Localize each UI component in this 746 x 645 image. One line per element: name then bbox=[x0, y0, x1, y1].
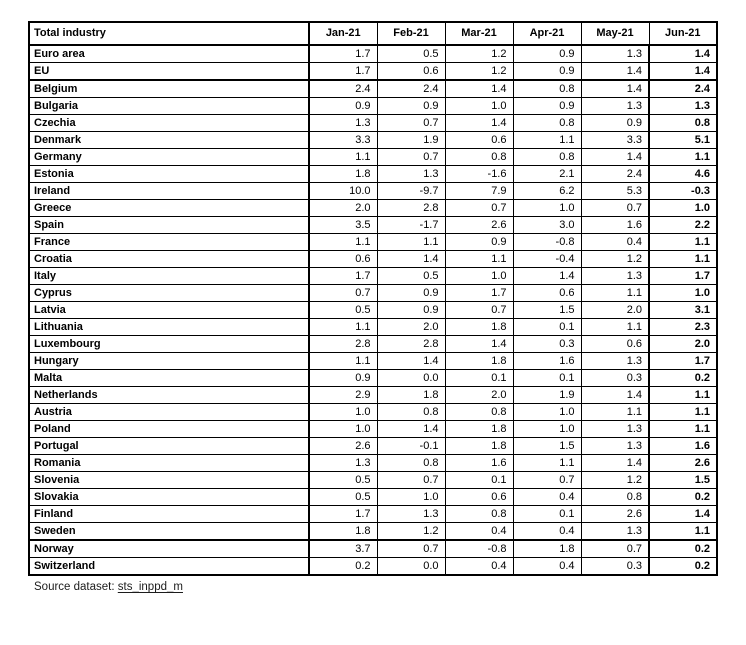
value-cell: 1.6 bbox=[513, 353, 581, 370]
value-cell: 2.0 bbox=[649, 336, 717, 353]
value-cell: 0.6 bbox=[445, 132, 513, 149]
value-cell: 1.8 bbox=[445, 438, 513, 455]
value-cell: 1.4 bbox=[581, 80, 649, 98]
row-country-label: EU bbox=[29, 63, 309, 81]
value-cell: 0.3 bbox=[581, 370, 649, 387]
value-cell: -1.6 bbox=[445, 166, 513, 183]
table-row bbox=[29, 455, 717, 472]
value-cell: 1.6 bbox=[581, 217, 649, 234]
value-cell: 1.7 bbox=[649, 353, 717, 370]
row-country-label: Norway bbox=[29, 540, 309, 558]
value-cell: 0.4 bbox=[513, 523, 581, 541]
value-cell: 1.1 bbox=[649, 387, 717, 404]
value-cell: 0.5 bbox=[309, 472, 377, 489]
value-cell: 1.1 bbox=[649, 404, 717, 421]
value-cell: 0.9 bbox=[513, 45, 581, 63]
value-cell: -0.1 bbox=[377, 438, 445, 455]
value-cell: 0.7 bbox=[445, 302, 513, 319]
value-cell: 5.1 bbox=[649, 132, 717, 149]
value-cell: 2.0 bbox=[309, 200, 377, 217]
value-cell: 1.0 bbox=[377, 489, 445, 506]
value-cell: 2.8 bbox=[377, 200, 445, 217]
row-country-label: Romania bbox=[29, 455, 309, 472]
value-cell: 1.5 bbox=[649, 472, 717, 489]
value-cell: 1.7 bbox=[309, 45, 377, 63]
value-cell: 1.4 bbox=[445, 115, 513, 132]
value-cell: 1.9 bbox=[513, 387, 581, 404]
row-country-label: Slovenia bbox=[29, 472, 309, 489]
value-cell: 2.9 bbox=[309, 387, 377, 404]
table-row bbox=[29, 98, 717, 115]
table-row bbox=[29, 183, 717, 200]
table-row bbox=[29, 115, 717, 132]
table-row bbox=[29, 149, 717, 166]
value-cell: 1.4 bbox=[581, 149, 649, 166]
row-country-label: France bbox=[29, 234, 309, 251]
table-row bbox=[29, 251, 717, 268]
value-cell: 1.5 bbox=[513, 438, 581, 455]
value-cell: 1.4 bbox=[377, 251, 445, 268]
table-row bbox=[29, 285, 717, 302]
value-cell: 0.2 bbox=[309, 558, 377, 576]
value-cell: 1.7 bbox=[445, 285, 513, 302]
value-cell: 0.9 bbox=[513, 63, 581, 81]
value-cell: -1.7 bbox=[377, 217, 445, 234]
table-row bbox=[29, 63, 717, 81]
value-cell: 2.6 bbox=[649, 455, 717, 472]
value-cell: 0.8 bbox=[581, 489, 649, 506]
value-cell: 1.0 bbox=[649, 285, 717, 302]
row-country-label: Finland bbox=[29, 506, 309, 523]
value-cell: 0.2 bbox=[649, 370, 717, 387]
table-row bbox=[29, 506, 717, 523]
value-cell: 0.2 bbox=[649, 540, 717, 558]
value-cell: 2.4 bbox=[581, 166, 649, 183]
value-cell: 2.6 bbox=[445, 217, 513, 234]
table-body bbox=[29, 45, 717, 575]
table-row bbox=[29, 421, 717, 438]
value-cell: 0.1 bbox=[513, 506, 581, 523]
row-country-label: Sweden bbox=[29, 523, 309, 541]
value-cell: 2.8 bbox=[377, 336, 445, 353]
value-cell: 1.8 bbox=[377, 387, 445, 404]
value-cell: 2.4 bbox=[377, 80, 445, 98]
column-header-month: Feb-21 bbox=[377, 22, 445, 45]
column-header-month: Jan-21 bbox=[309, 22, 377, 45]
value-cell: 0.3 bbox=[513, 336, 581, 353]
value-cell: 1.4 bbox=[649, 63, 717, 81]
value-cell: 0.7 bbox=[581, 200, 649, 217]
value-cell: 0.4 bbox=[445, 523, 513, 541]
table-row bbox=[29, 387, 717, 404]
value-cell: 0.7 bbox=[309, 285, 377, 302]
column-header-month: May-21 bbox=[581, 22, 649, 45]
value-cell: 1.8 bbox=[445, 421, 513, 438]
value-cell: 1.3 bbox=[581, 523, 649, 541]
value-cell: 0.3 bbox=[581, 558, 649, 576]
row-country-label: Hungary bbox=[29, 353, 309, 370]
value-cell: 0.8 bbox=[445, 149, 513, 166]
value-cell: 0.1 bbox=[513, 370, 581, 387]
value-cell: 1.1 bbox=[649, 234, 717, 251]
value-cell: 0.7 bbox=[377, 149, 445, 166]
total-industry-table bbox=[28, 21, 718, 576]
value-cell: 1.8 bbox=[309, 523, 377, 541]
value-cell: 0.8 bbox=[377, 404, 445, 421]
value-cell: 2.0 bbox=[445, 387, 513, 404]
value-cell: 1.7 bbox=[309, 506, 377, 523]
table-row bbox=[29, 336, 717, 353]
row-country-label: Slovakia bbox=[29, 489, 309, 506]
source-label: Source dataset: bbox=[34, 581, 115, 593]
table-row bbox=[29, 523, 717, 541]
value-cell: 1.4 bbox=[445, 336, 513, 353]
column-header-month: Jun-21 bbox=[649, 22, 717, 45]
source-dataset-link[interactable]: sts_inppd_m bbox=[117, 581, 183, 593]
value-cell: 3.0 bbox=[513, 217, 581, 234]
value-cell: 1.6 bbox=[445, 455, 513, 472]
value-cell: 0.4 bbox=[513, 489, 581, 506]
row-country-label: Switzerland bbox=[29, 558, 309, 576]
row-country-label: Greece bbox=[29, 200, 309, 217]
value-cell: 0.1 bbox=[445, 472, 513, 489]
value-cell: 1.1 bbox=[377, 234, 445, 251]
value-cell: 1.1 bbox=[581, 404, 649, 421]
value-cell: 1.4 bbox=[377, 421, 445, 438]
header-row bbox=[29, 22, 717, 45]
value-cell: 2.4 bbox=[309, 80, 377, 98]
value-cell: 0.6 bbox=[513, 285, 581, 302]
table-row bbox=[29, 404, 717, 421]
row-country-label: Italy bbox=[29, 268, 309, 285]
value-cell: 1.8 bbox=[445, 353, 513, 370]
value-cell: 1.1 bbox=[649, 251, 717, 268]
value-cell: 3.5 bbox=[309, 217, 377, 234]
value-cell: 0.8 bbox=[513, 80, 581, 98]
value-cell: 0.4 bbox=[445, 558, 513, 576]
row-country-label: Netherlands bbox=[29, 387, 309, 404]
row-country-label: Belgium bbox=[29, 80, 309, 98]
value-cell: 1.5 bbox=[513, 302, 581, 319]
source-note bbox=[34, 581, 183, 593]
row-country-label: Croatia bbox=[29, 251, 309, 268]
value-cell: 1.0 bbox=[445, 98, 513, 115]
value-cell: -9.7 bbox=[377, 183, 445, 200]
value-cell: 0.9 bbox=[309, 98, 377, 115]
value-cell: 0.9 bbox=[309, 370, 377, 387]
row-country-label: Estonia bbox=[29, 166, 309, 183]
table-row bbox=[29, 200, 717, 217]
value-cell: 0.6 bbox=[445, 489, 513, 506]
value-cell: 1.4 bbox=[649, 45, 717, 63]
value-cell: 1.1 bbox=[309, 234, 377, 251]
table-row bbox=[29, 132, 717, 149]
value-cell: 1.4 bbox=[445, 80, 513, 98]
value-cell: 1.8 bbox=[445, 319, 513, 336]
value-cell: 1.4 bbox=[513, 268, 581, 285]
value-cell: 6.2 bbox=[513, 183, 581, 200]
value-cell: 1.0 bbox=[445, 268, 513, 285]
table-row bbox=[29, 540, 717, 558]
value-cell: 0.6 bbox=[581, 336, 649, 353]
value-cell: 0.9 bbox=[581, 115, 649, 132]
value-cell: 7.9 bbox=[445, 183, 513, 200]
value-cell: 1.7 bbox=[309, 268, 377, 285]
table-title: Total industry bbox=[29, 22, 309, 45]
value-cell: 1.4 bbox=[377, 353, 445, 370]
row-country-label: Bulgaria bbox=[29, 98, 309, 115]
value-cell: 1.3 bbox=[309, 455, 377, 472]
value-cell: 1.9 bbox=[377, 132, 445, 149]
value-cell: 0.1 bbox=[513, 319, 581, 336]
value-cell: 1.4 bbox=[649, 506, 717, 523]
table-row bbox=[29, 45, 717, 63]
value-cell: 1.0 bbox=[309, 421, 377, 438]
column-header-month: Apr-21 bbox=[513, 22, 581, 45]
value-cell: 1.3 bbox=[581, 45, 649, 63]
value-cell: 0.8 bbox=[445, 404, 513, 421]
row-country-label: Ireland bbox=[29, 183, 309, 200]
value-cell: 1.1 bbox=[649, 149, 717, 166]
value-cell: 1.0 bbox=[513, 404, 581, 421]
value-cell: 2.0 bbox=[581, 302, 649, 319]
row-country-label: Germany bbox=[29, 149, 309, 166]
value-cell: 1.2 bbox=[377, 523, 445, 541]
value-cell: 1.7 bbox=[649, 268, 717, 285]
row-country-label: Latvia bbox=[29, 302, 309, 319]
table-row bbox=[29, 438, 717, 455]
value-cell: 0.0 bbox=[377, 370, 445, 387]
row-country-label: Czechia bbox=[29, 115, 309, 132]
value-cell: 0.8 bbox=[377, 455, 445, 472]
value-cell: 0.7 bbox=[377, 115, 445, 132]
value-cell: 0.8 bbox=[445, 506, 513, 523]
value-cell: 1.8 bbox=[309, 166, 377, 183]
value-cell: 2.8 bbox=[309, 336, 377, 353]
value-cell: 2.6 bbox=[309, 438, 377, 455]
value-cell: 0.0 bbox=[377, 558, 445, 576]
value-cell: 1.3 bbox=[581, 98, 649, 115]
value-cell: 0.7 bbox=[377, 540, 445, 558]
value-cell: 1.1 bbox=[649, 421, 717, 438]
value-cell: 10.0 bbox=[309, 183, 377, 200]
value-cell: 0.5 bbox=[377, 45, 445, 63]
value-cell: 1.0 bbox=[309, 404, 377, 421]
value-cell: 0.5 bbox=[377, 268, 445, 285]
table-row bbox=[29, 268, 717, 285]
value-cell: 1.6 bbox=[649, 438, 717, 455]
row-country-label: Lithuania bbox=[29, 319, 309, 336]
value-cell: -0.8 bbox=[513, 234, 581, 251]
value-cell: 0.5 bbox=[309, 302, 377, 319]
value-cell: 1.1 bbox=[309, 149, 377, 166]
value-cell: -0.3 bbox=[649, 183, 717, 200]
value-cell: 5.3 bbox=[581, 183, 649, 200]
value-cell: 2.2 bbox=[649, 217, 717, 234]
value-cell: 0.9 bbox=[377, 302, 445, 319]
value-cell: 1.1 bbox=[513, 455, 581, 472]
value-cell: 1.1 bbox=[649, 523, 717, 541]
value-cell: 1.1 bbox=[581, 319, 649, 336]
row-country-label: Austria bbox=[29, 404, 309, 421]
value-cell: 0.7 bbox=[445, 200, 513, 217]
value-cell: 1.3 bbox=[581, 268, 649, 285]
value-cell: 2.6 bbox=[581, 506, 649, 523]
value-cell: 1.3 bbox=[309, 115, 377, 132]
value-cell: 1.1 bbox=[445, 251, 513, 268]
value-cell: 1.8 bbox=[513, 540, 581, 558]
value-cell: 3.7 bbox=[309, 540, 377, 558]
value-cell: 0.1 bbox=[445, 370, 513, 387]
value-cell: 1.2 bbox=[445, 45, 513, 63]
value-cell: 1.3 bbox=[581, 421, 649, 438]
value-cell: 0.6 bbox=[309, 251, 377, 268]
value-cell: 2.3 bbox=[649, 319, 717, 336]
value-cell: 1.1 bbox=[513, 132, 581, 149]
value-cell: 1.4 bbox=[581, 387, 649, 404]
value-cell: 2.1 bbox=[513, 166, 581, 183]
value-cell: 1.1 bbox=[581, 285, 649, 302]
row-country-label: Cyprus bbox=[29, 285, 309, 302]
value-cell: 1.1 bbox=[309, 353, 377, 370]
value-cell: 0.8 bbox=[649, 115, 717, 132]
row-country-label: Portugal bbox=[29, 438, 309, 455]
value-cell: 0.8 bbox=[513, 149, 581, 166]
value-cell: 0.9 bbox=[377, 285, 445, 302]
value-cell: -0.4 bbox=[513, 251, 581, 268]
value-cell: 4.6 bbox=[649, 166, 717, 183]
row-country-label: Poland bbox=[29, 421, 309, 438]
value-cell: 1.3 bbox=[377, 166, 445, 183]
table-row bbox=[29, 472, 717, 489]
value-cell: 0.7 bbox=[581, 540, 649, 558]
value-cell: 2.0 bbox=[377, 319, 445, 336]
value-cell: 0.4 bbox=[513, 558, 581, 576]
table-row bbox=[29, 234, 717, 251]
table-row bbox=[29, 319, 717, 336]
table-row bbox=[29, 217, 717, 234]
value-cell: 1.3 bbox=[581, 353, 649, 370]
value-cell: 0.9 bbox=[377, 98, 445, 115]
value-cell: 1.2 bbox=[581, 472, 649, 489]
value-cell: 0.9 bbox=[513, 98, 581, 115]
value-cell: 0.2 bbox=[649, 489, 717, 506]
value-cell: 3.3 bbox=[581, 132, 649, 149]
value-cell: 0.8 bbox=[513, 115, 581, 132]
row-country-label: Luxembourg bbox=[29, 336, 309, 353]
table-row bbox=[29, 370, 717, 387]
value-cell: 1.3 bbox=[581, 438, 649, 455]
value-cell: 3.1 bbox=[649, 302, 717, 319]
row-country-label: Euro area bbox=[29, 45, 309, 63]
value-cell: 1.2 bbox=[581, 251, 649, 268]
table-row bbox=[29, 302, 717, 319]
value-cell: 1.7 bbox=[309, 63, 377, 81]
value-cell: 1.3 bbox=[377, 506, 445, 523]
value-cell: 2.4 bbox=[649, 80, 717, 98]
value-cell: 1.1 bbox=[309, 319, 377, 336]
table-row bbox=[29, 353, 717, 370]
value-cell: 1.3 bbox=[649, 98, 717, 115]
value-cell: 3.3 bbox=[309, 132, 377, 149]
row-country-label: Denmark bbox=[29, 132, 309, 149]
value-cell: 0.4 bbox=[581, 234, 649, 251]
value-cell: 0.6 bbox=[377, 63, 445, 81]
table-row bbox=[29, 80, 717, 98]
value-cell: 1.0 bbox=[649, 200, 717, 217]
value-cell: 0.9 bbox=[445, 234, 513, 251]
table-row bbox=[29, 489, 717, 506]
value-cell: -0.8 bbox=[445, 540, 513, 558]
value-cell: 1.0 bbox=[513, 200, 581, 217]
column-header-month: Mar-21 bbox=[445, 22, 513, 45]
value-cell: 1.4 bbox=[581, 455, 649, 472]
row-country-label: Malta bbox=[29, 370, 309, 387]
value-cell: 1.2 bbox=[445, 63, 513, 81]
row-country-label: Spain bbox=[29, 217, 309, 234]
value-cell: 1.0 bbox=[513, 421, 581, 438]
value-cell: 1.4 bbox=[581, 63, 649, 81]
value-cell: 0.7 bbox=[377, 472, 445, 489]
table-row bbox=[29, 558, 717, 576]
table-row bbox=[29, 166, 717, 183]
value-cell: 0.5 bbox=[309, 489, 377, 506]
value-cell: 0.7 bbox=[513, 472, 581, 489]
value-cell: 0.2 bbox=[649, 558, 717, 576]
